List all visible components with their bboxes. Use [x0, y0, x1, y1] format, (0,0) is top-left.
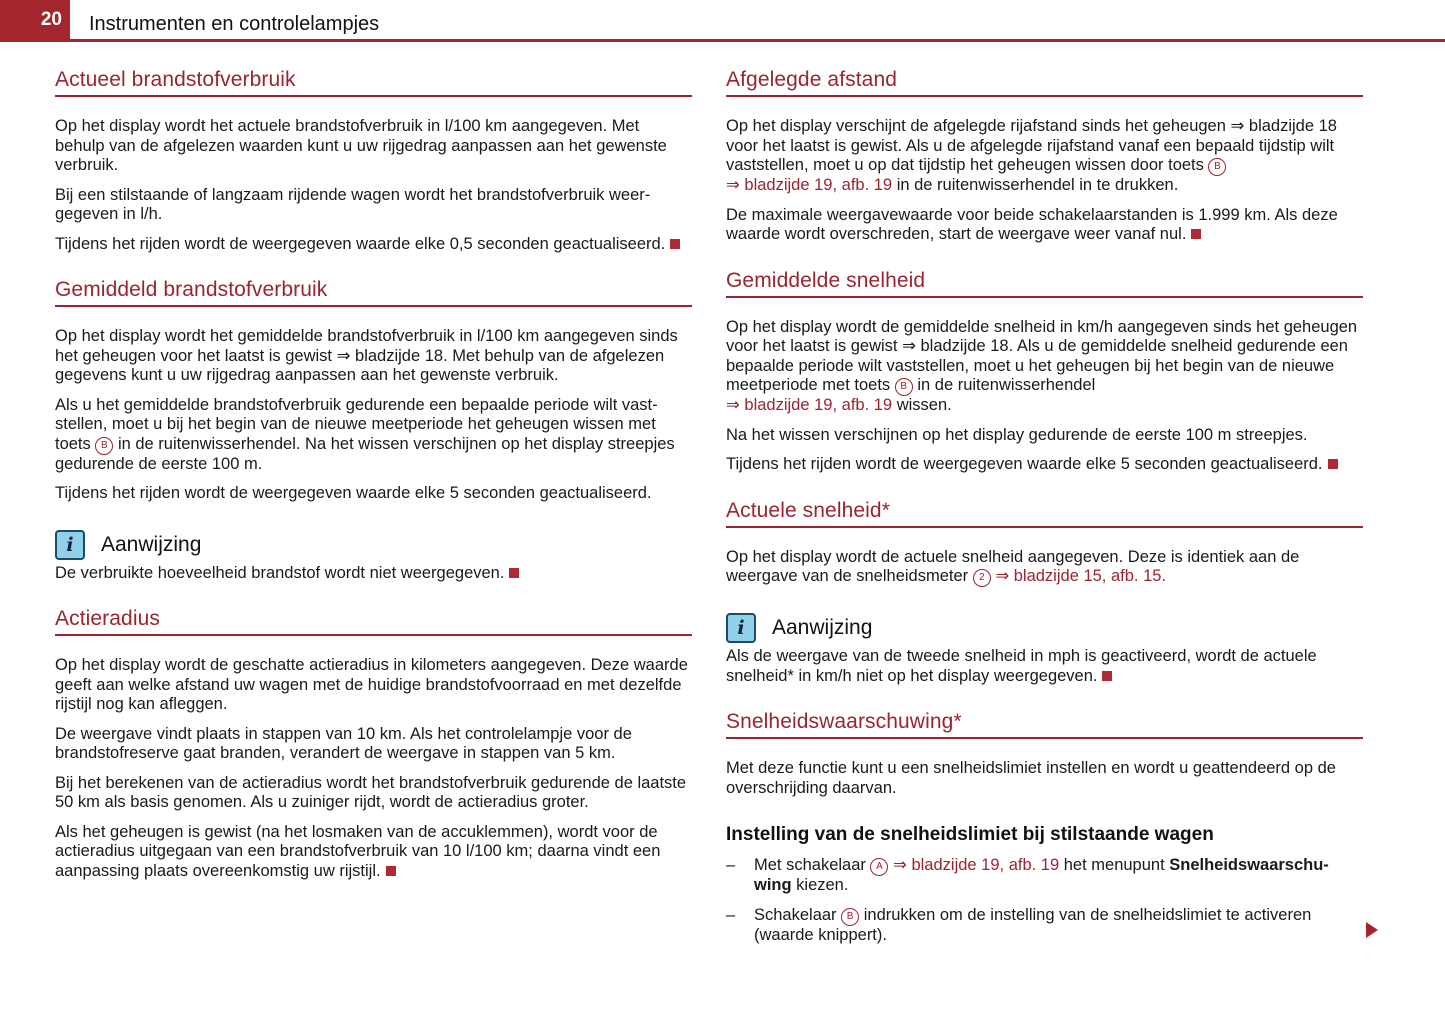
page-reference-link[interactable]: ⇒ bladzijde 18 [336, 346, 444, 365]
key-a-badge: A [870, 858, 888, 876]
paragraph [726, 117, 1363, 196]
page-header [0, 0, 1445, 42]
key-b-badge: B [895, 378, 913, 396]
page-reference-link[interactable]: ⇒ bladzijde 19, afb. 19 [726, 396, 893, 414]
right-column [726, 66, 1363, 967]
text: De maximale weergavewaarde voor beide schakelaarstanden is 1.999 km. Als deze waarde wordt overschreden, start de weergave weer vanaf nul. [726, 205, 1338, 243]
paragraph: Bij een stilstaande of langzaam rijdende wagen wordt het brandstofverbruik weer-gegeven in l/h. [55, 185, 651, 223]
text: het menupunt [1059, 856, 1170, 874]
step-item [726, 906, 1363, 946]
page-number-box [0, 0, 70, 40]
text: Tijdens het rijden wordt de weergegeven waarde elke 5 seconden geactualiseerd. [726, 455, 1323, 473]
text: Op het display verschijnt de afgelegde rijafstand sinds het geheugen [726, 117, 1231, 135]
text: Op het display wordt de gemiddelde snelheid in km/h aangegeven sinds het geheugen voor het laatst is gewist [726, 317, 1358, 355]
text: Als u het gemiddelde brandstofverbruik gedurende een bepaalde periode wilt vast-stellen, moet u bij het begin van de nieuwe meetperiode het geheugen wissen met toets [55, 395, 658, 453]
note-title: Aanwijzing [772, 616, 873, 639]
paragraph: Op het display wordt het actuele brandstofverbruik in l/100 km aangegeven. Met behulp van de afgelezen waarden kunt u uw rijgedrag aanpassen aan het gewenste verbruik. [55, 117, 667, 174]
paragraph [726, 318, 1363, 416]
dash-bullet: – [726, 856, 736, 874]
note-text [726, 647, 1363, 686]
paragraph [726, 455, 1363, 475]
info-icon: i [726, 613, 756, 643]
note-box [55, 530, 692, 584]
section-title: Actueel brandstofverbruik [55, 66, 692, 97]
page-reference-link[interactable]: ⇒ bladzijde 18 [902, 337, 1009, 355]
paragraph-text: Tijdens het rijden wordt de weergegeven waarde elke 0,5 seconden geactualiseerd. [55, 234, 666, 253]
text: voor het laatst is gewist. Als u de afgelegde rijafstand vanaf een bepaald tijdstip wilt vaststellen, moet u op dat tijdstip het geheugen wissen door toets [726, 136, 1335, 174]
section-snelheidswaarschuwing [726, 708, 1363, 945]
end-of-section-icon [1328, 459, 1338, 469]
menu-item-name: Snelheidswaarschu-wing [754, 856, 1329, 894]
key-b-badge: B [1208, 158, 1226, 176]
paragraph [55, 235, 692, 255]
paragraph: Tijdens het rijden wordt de weergegeven waarde elke 5 seconden geactualiseerd. [55, 484, 652, 502]
left-column [55, 66, 692, 903]
text: Op het display wordt het gemiddelde brandstofverbruik in l/100 km aangegeven sinds het geheugen voor het laatst is gewist [55, 327, 678, 365]
end-of-section-icon [1102, 671, 1112, 681]
text: indrukken om de instelling van de snelheidslimiet te activeren (waarde knippert). [754, 905, 1312, 944]
section-actuele-snelheid [726, 497, 1363, 687]
paragraph: Na het wissen verschijnen op het display gedurende de eerste 100 m streepjes. [726, 425, 1308, 444]
section-gemiddelde-snelheid [726, 267, 1363, 475]
section-actueel-brandstofverbruik [55, 66, 692, 254]
key-b-badge: B [95, 437, 113, 455]
subsection-title: Instelling van de snelheidslimiet bij stilstaande wagen [726, 824, 1214, 845]
info-icon: i [55, 530, 85, 560]
paragraph: Met deze functie kunt u een snelheidslimiet instellen en wordt u geattendeerd op de overschrijding daarvan. [726, 759, 1336, 797]
page-reference-link[interactable]: ⇒ bladzijde 19, afb. 19 [888, 856, 1060, 874]
section-title: Gemiddeld brandstofverbruik [55, 276, 692, 307]
dash-bullet: – [726, 905, 736, 924]
triangle-right-icon[interactable] [1366, 922, 1378, 938]
section-title: Snelheidswaarschuwing* [726, 708, 1363, 739]
paragraph [55, 396, 692, 475]
end-of-section-icon [670, 239, 680, 249]
section-title: Actieradius [55, 605, 692, 636]
text: in de ruitenwisserhendel [912, 376, 1096, 394]
page-reference-link[interactable]: ⇒ bladzijde 19, afb. 19 [726, 176, 893, 194]
text: Op het display wordt de actuele snelheid aangegeven. Deze is identiek aan de weergave van de snelheidsmeter [726, 547, 1300, 585]
paragraph: Bij het berekenen van de actieradius wordt het brandstofverbruik gedurende de laatste 50 km als basis genomen. Als u zuiniger rijdt, wordt de actieradius groter. [55, 773, 687, 811]
paragraph: De weergave vindt plaats in stappen van 10 km. Als het controlelampje voor de brandstofreserve gaat branden, verandert de weergave in stappen van 5 km. [55, 724, 632, 762]
key-2-badge: 2 [973, 569, 991, 587]
section-title: Afgelegde afstand [726, 66, 1363, 97]
text: Met schakelaar [754, 856, 871, 874]
section-actieradius [55, 605, 692, 881]
text: De verbruikte hoeveelheid brandstof wordt niet weergegeven. [55, 563, 505, 582]
text: in de ruitenwisserhendel in te drukken. [892, 176, 1179, 194]
paragraph [55, 823, 692, 882]
note-title: Aanwijzing [101, 532, 202, 556]
paragraph [55, 327, 692, 386]
page-reference-link[interactable]: ⇒ bladzijde 15, afb. 15 [995, 567, 1162, 585]
key-b-badge: B [841, 908, 859, 926]
note-box [726, 613, 1363, 686]
text: in de ruitenwisserhendel. Na het wissen verschijnen op het display streepjes gedurende de eerste 100 m. [55, 434, 675, 473]
paragraph [726, 548, 1363, 588]
text: Als het geheugen is gewist (na het losmaken van de accuklemmen), wordt voor de actieradius uitgegaan van een brandstofverbruik van 10 l/100 km; daarna vindt een aanpassing plaats overeenkomstig uw rijstijl. [55, 822, 661, 880]
text: Als de weergave van de tweede snelheid in mph is geactiveerd, wordt de actuele snelheid* in km/h niet op het display weergegeven. [726, 647, 1317, 685]
note-text [55, 564, 692, 584]
section-gemiddeld-brandstofverbruik [55, 276, 692, 583]
end-of-section-icon [509, 568, 519, 578]
end-of-section-icon [1191, 229, 1201, 239]
header-rule [0, 39, 1445, 42]
steps-list [726, 856, 1363, 945]
paragraph: Op het display wordt de geschatte actieradius in kilometers aangegeven. Deze waarde geeft aan welke afstand uw wagen met de huidige brandstofvoorraad en met dezelfde rijstijl nog kan afleggen. [55, 656, 688, 713]
text: Schakelaar [754, 905, 842, 924]
page-reference-link[interactable]: ⇒ bladzijde 18 [1230, 117, 1337, 135]
text: . Als u de gemiddelde snelheid gedurende een bepaalde periode wilt vaststellen, moet u het geheugen bij het begin van de nieuwe meetperiode met toets [726, 337, 1348, 394]
page-title: Instrumenten en controlelampjes [89, 13, 380, 35]
paragraph [726, 206, 1363, 245]
text: . [1161, 567, 1167, 585]
text: . Met behulp van de afgelezen gegevens kunt u uw rijgedrag aanpassen aan het gewenste verbruik. [55, 346, 665, 384]
section-title: Actuele snelheid* [726, 497, 1363, 528]
step-item [726, 856, 1363, 896]
section-title: Gemiddelde snelheid [726, 267, 1363, 298]
end-of-section-icon [386, 866, 396, 876]
section-afgelegde-afstand [726, 66, 1363, 245]
text: wissen. [892, 396, 952, 414]
page-number: 20 [40, 9, 62, 30]
text: kiezen. [791, 876, 849, 894]
